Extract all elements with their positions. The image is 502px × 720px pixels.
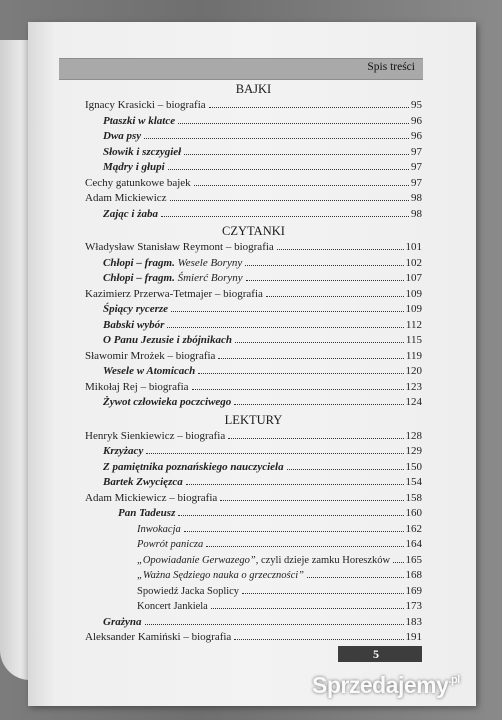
toc-entry: Cechy gatunkowe bajek 97 [85, 176, 422, 189]
footer-page-bar [338, 646, 422, 662]
watermark-logo: Sprzedajemy$^{.pl}$ [312, 672, 460, 698]
section-heading-czytanki: CZYTANKI [222, 224, 285, 238]
toc-entry: Powrót panicza 164 [137, 538, 422, 550]
toc-entry: Spowiedź Jacka Soplicy 169 [137, 584, 422, 597]
toc-entry: Kazimierz Przerwa-Tetmajer – biografia 109 [85, 287, 422, 300]
header-title: Spis treści [367, 61, 415, 73]
toc-entry: „Ważna Sędziego nauka o grzeczności” 168 [137, 569, 422, 581]
toc-entry: Krzyżacy 129 [103, 445, 422, 457]
toc-entry: Władysław Stanisław Reymont – biografia 101 [85, 241, 422, 253]
toc-entry: Żywot człowieka poczciwego 124 [103, 396, 422, 408]
toc-entry: Babski wybór 112 [103, 318, 422, 331]
toc-entry: Mądry i głupi 97 [103, 161, 422, 173]
toc-entry: Ptaszki w klatce 96 [103, 114, 422, 127]
toc-entry: Słowik i szczygieł 97 [103, 145, 422, 158]
toc-entry: Ignacy Krasicki – biografia 95 [85, 99, 422, 111]
toc-entry: Z pamiętnika poznańskiego nauczyciela 150 [103, 460, 422, 473]
toc-entry: Bartek Zwycięzca 154 [103, 476, 422, 488]
toc-entry: Pan Tadeusz 160 [118, 507, 422, 519]
toc-entry: Śpiący rycerze 109 [103, 303, 422, 315]
toc-entry: Mikołaj Rej – biografia 123 [85, 380, 422, 393]
toc-entry: O Panu Jezusie i zbójnikach 115 [103, 334, 422, 346]
toc-entry: Adam Mickiewicz 98 [85, 192, 422, 204]
toc-entry: Adam Mickiewicz – biografia 158 [85, 491, 422, 504]
toc-entry: Henryk Sienkiewicz – biografia 128 [85, 429, 422, 442]
section-heading-bajki: BAJKI [235, 82, 272, 96]
toc-entry: Dwa psy 96 [103, 130, 422, 142]
toc-entry: Grażyna 183 [103, 615, 422, 628]
toc-entry: Chłopi – fragm. Śmierć Boryny 107 [103, 272, 422, 284]
toc-entry: Inwokacja 162 [137, 522, 422, 535]
toc-entry: Wesele w Atomicach 120 [103, 365, 422, 377]
table-of-contents [85, 80, 422, 646]
section-heading-lektury: LEKTURY [224, 412, 283, 427]
toc-entry: Zając i żaba 98 [103, 207, 422, 220]
page-number: 5 [373, 647, 379, 661]
toc-entry: Sławomir Mrożek – biografia 119 [85, 349, 422, 362]
header-bar [59, 58, 423, 80]
toc-entry: Aleksander Kamiński – biografia 191 [85, 631, 422, 643]
toc-entry: Koncert Jankiela 173 [137, 600, 422, 612]
toc-entry: „Opowiadanie Gerwazego”, czyli dzieje zamku Horeszków 165 [137, 553, 422, 566]
toc-entry: Chłopi – fragm. Wesele Boryny 102 [103, 256, 422, 269]
